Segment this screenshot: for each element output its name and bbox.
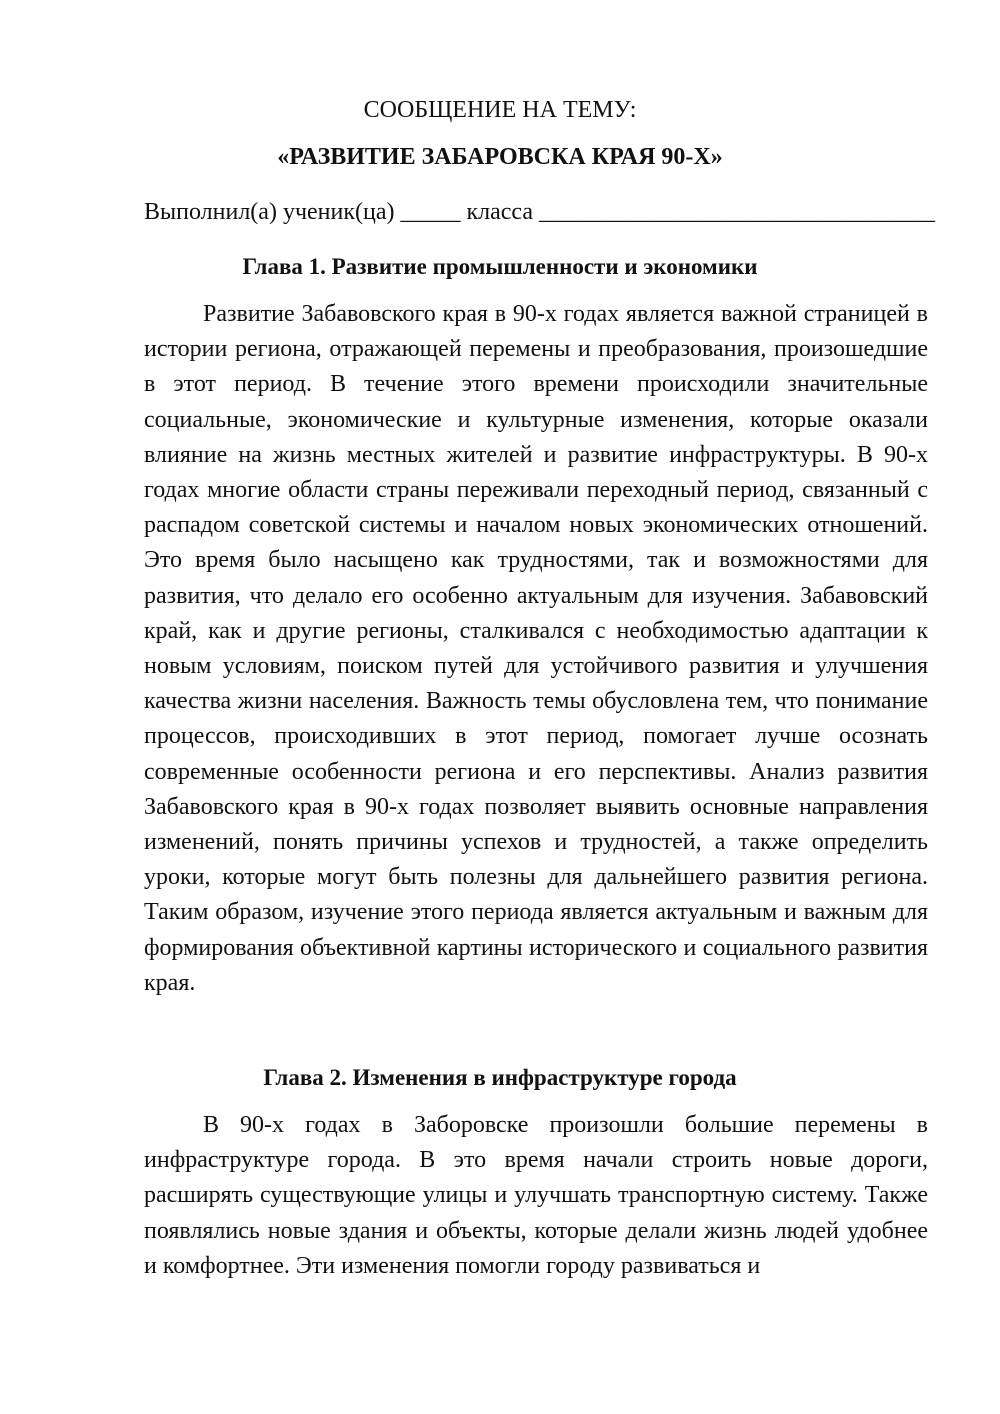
- chapter-2-paragraph: В 90-х годах в Заборовске произошли большие перемены в инфраструктуре города. В это время начали строить новые дороги, расширять существующие улицы и улучшать транспортную систему. Также появлялись новые здания и объекты, которые делали жизнь людей удобнее и комфортнее. Эти изменения помогли городу развиваться и: [144, 1112, 928, 1279]
- chapter-2-heading: Глава 2. Изменения в инфраструктуре города: [263, 1065, 737, 1090]
- chapter-1-heading: Глава 1. Развитие промышленности и экономики: [242, 254, 758, 279]
- chapter-1-paragraph: Развитие Забавовского края в 90-х годах является важной страницей в истории региона, отражающей перемены и преобразования, произошедшие в этот период. В течение этого времени происходили значительные социальные, экономические и культурные изменения, которые оказали влияние на жизнь местных жителей и развитие инфраструктуры. В 90-х годах многие области страны переживали переходный период, связанный с распадом советской системы и началом новых экономических отношений. Это время было насыщено как трудностями, так и возможностями для развития, что делало его особенно актуальным для изучения. Забавовский край, как и другие регионы, сталкивался с необходимостью адаптации к новым условиям, поиском путей для устойчивого развития и улучшения качества жизни населения. Важность темы обусловлена тем, что понимание процессов, происходивших в этот период, помогает лучше осознать современные особенности региона и его перспективы. Анализ развития Забавовского края в 90-х годах позволяет выявить основные направления изменений, понять причины успехов и трудностей, а также определить уроки, которые могут быть полезны для дальнейшего развития региона. Таким образом, изучение этого периода является актуальным и важным для формирования объективной картины исторического и социального развития края.: [144, 301, 928, 996]
- author-line: Выполнил(а) ученик(ца) _____ класса _________________________________: [144, 199, 936, 225]
- document-title: «РАЗВИТИЕ ЗАБАРОВСКА КРАЯ 90-Х»: [277, 144, 723, 170]
- topic-label: СООБЩЕНИЕ НА ТЕМУ:: [363, 97, 637, 123]
